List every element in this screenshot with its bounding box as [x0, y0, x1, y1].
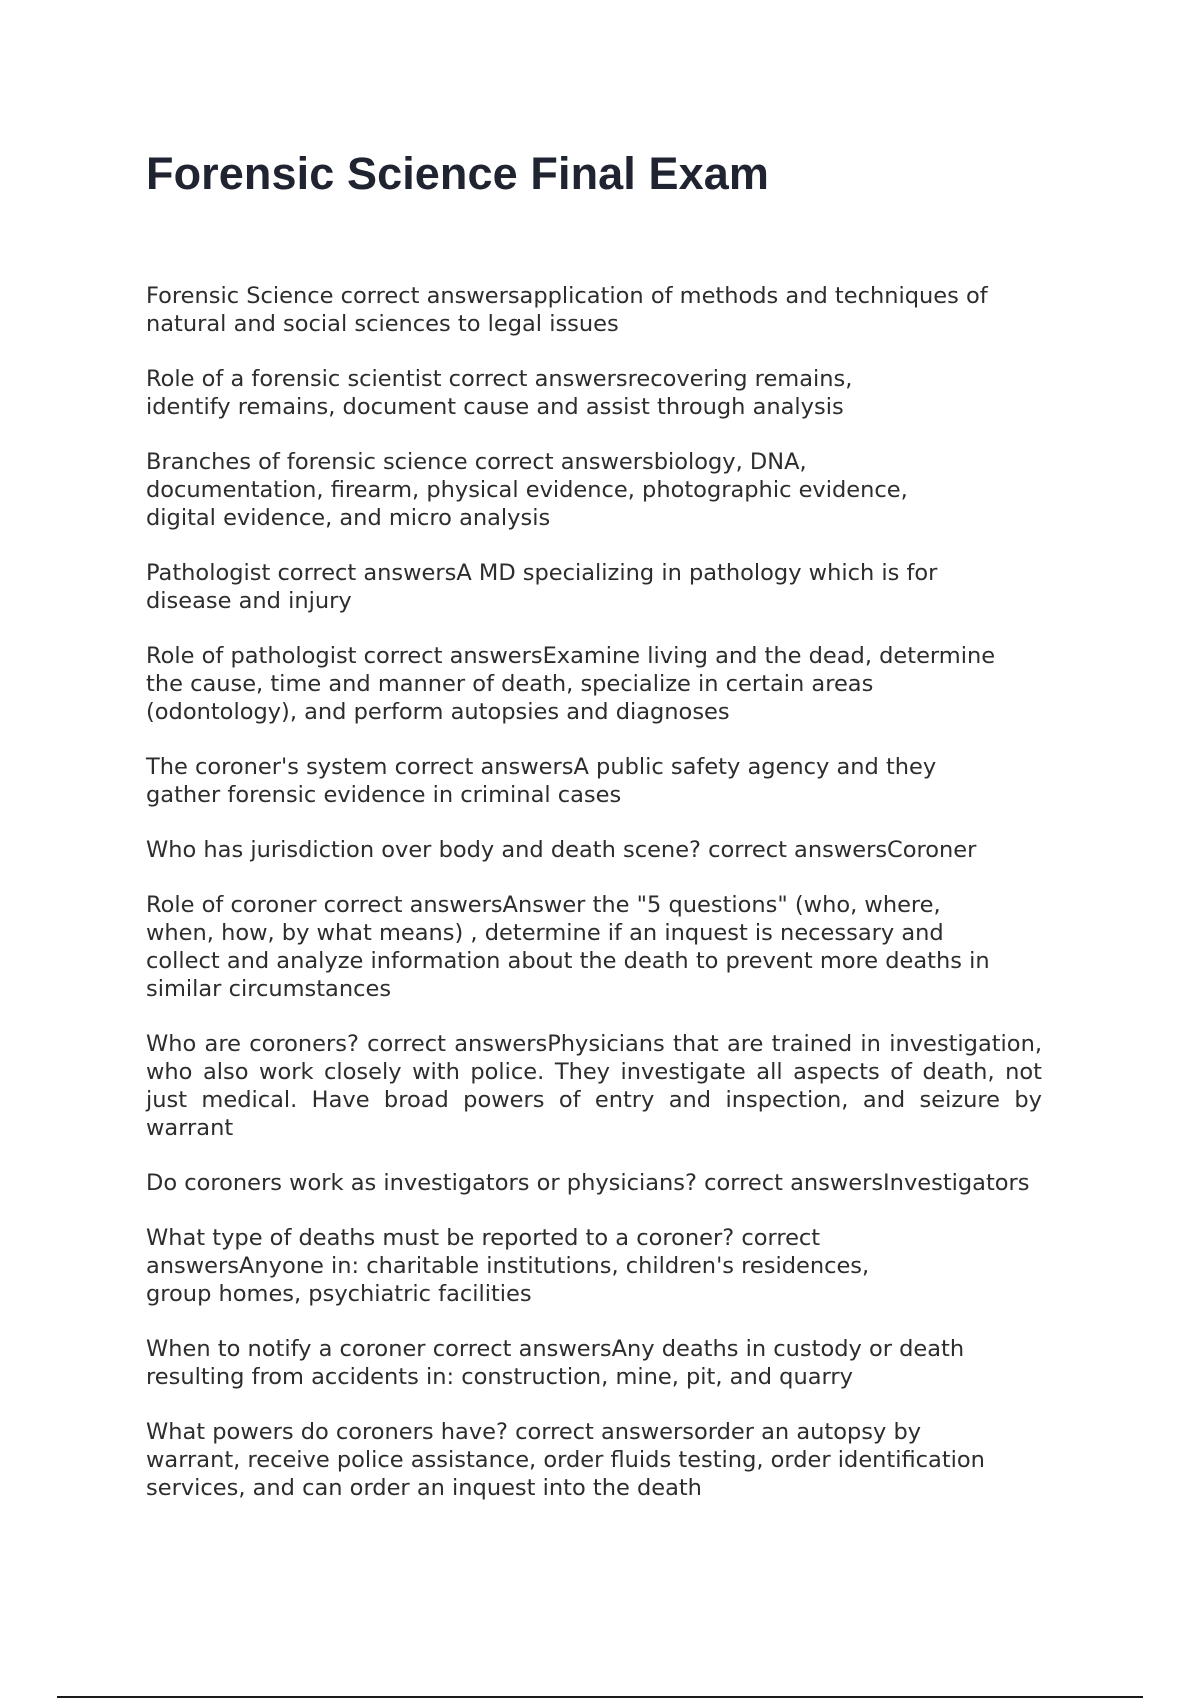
entry-line: digital evidence, and micro analysis [146, 505, 551, 531]
qa-entry [146, 282, 1046, 338]
entry-line: when, how, by what means) , determine if an inquest is necessary and [146, 920, 944, 946]
entry-line: Role of pathologist correct answersExamine living and the dead, determine [146, 643, 996, 669]
footer-divider [57, 1696, 1143, 1698]
entry-line: the cause, time and manner of death, specialize in certain areas [146, 671, 874, 697]
entry-line: Role of coroner correct answersAnswer the "5 questions" (who, where, [146, 892, 941, 918]
qa-entry: Who are coroners? correct answersPhysicians that are trained in investigation, who also work closely with police. They investigate all aspects of death, not just medical. Have broad powers of entry and inspection, and seizure by warrant [146, 1031, 1042, 1141]
entry-line: What powers do coroners have? correct answersorder an autopsy by [146, 1419, 922, 1445]
qa-entry [146, 365, 1046, 421]
entry-line: The coroner's system correct answersA public safety agency and they [146, 754, 937, 780]
qa-entry [146, 1224, 1046, 1308]
qa-entry [146, 753, 1046, 809]
qa-entry [146, 559, 1046, 615]
qa-entry [146, 448, 1046, 532]
entry-line: documentation, firearm, physical evidence, photographic evidence, [146, 477, 908, 503]
entry-line: Role of a forensic scientist correct answersrecovering remains, [146, 366, 853, 392]
entry-line: When to notify a coroner correct answersAny deaths in custody or death [146, 1336, 965, 1362]
qa-entry [146, 1418, 1046, 1502]
entry-line: group homes, psychiatric facilities [146, 1281, 532, 1307]
entry-line: gather forensic evidence in criminal cases [146, 782, 622, 808]
entry-line: (odontology), and perform autopsies and diagnoses [146, 699, 730, 725]
qa-entry [146, 1335, 1046, 1391]
entry-line: Who has jurisdiction over body and death scene? correct answersCoroner [146, 837, 977, 863]
qa-list [146, 282, 1046, 1529]
entry-line: resulting from accidents in: construction, mine, pit, and quarry [146, 1364, 853, 1390]
entry-line: identify remains, document cause and assist through analysis [146, 394, 844, 420]
entry-line: warrant, receive police assistance, order fluids testing, order identification [146, 1447, 985, 1473]
entry-line: Branches of forensic science correct answersbiology, DNA, [146, 449, 807, 475]
entry-line: Pathologist correct answersA MD specializing in pathology which is for [146, 560, 938, 586]
page-title: Forensic Science Final Exam [146, 148, 769, 199]
entry-line: services, and can order an inquest into the death [146, 1475, 702, 1501]
entry-line: Forensic Science correct answersapplication of methods and techniques of [146, 283, 988, 309]
qa-entry [146, 891, 1046, 1003]
entry-line: collect and analyze information about the death to prevent more deaths in [146, 948, 990, 974]
entry-line: natural and social sciences to legal issues [146, 311, 619, 337]
qa-entry: Do coroners work as investigators or physicians? correct answersInvestigators [146, 1170, 1030, 1196]
entry-line: similar circumstances [146, 976, 392, 1002]
entry-line: What type of deaths must be reported to a coroner? correct [146, 1225, 821, 1251]
entry-line: answersAnyone in: charitable institutions, children's residences, [146, 1253, 870, 1279]
qa-entry [146, 836, 1046, 864]
qa-entry [146, 642, 1046, 726]
entry-line: disease and injury [146, 588, 352, 614]
